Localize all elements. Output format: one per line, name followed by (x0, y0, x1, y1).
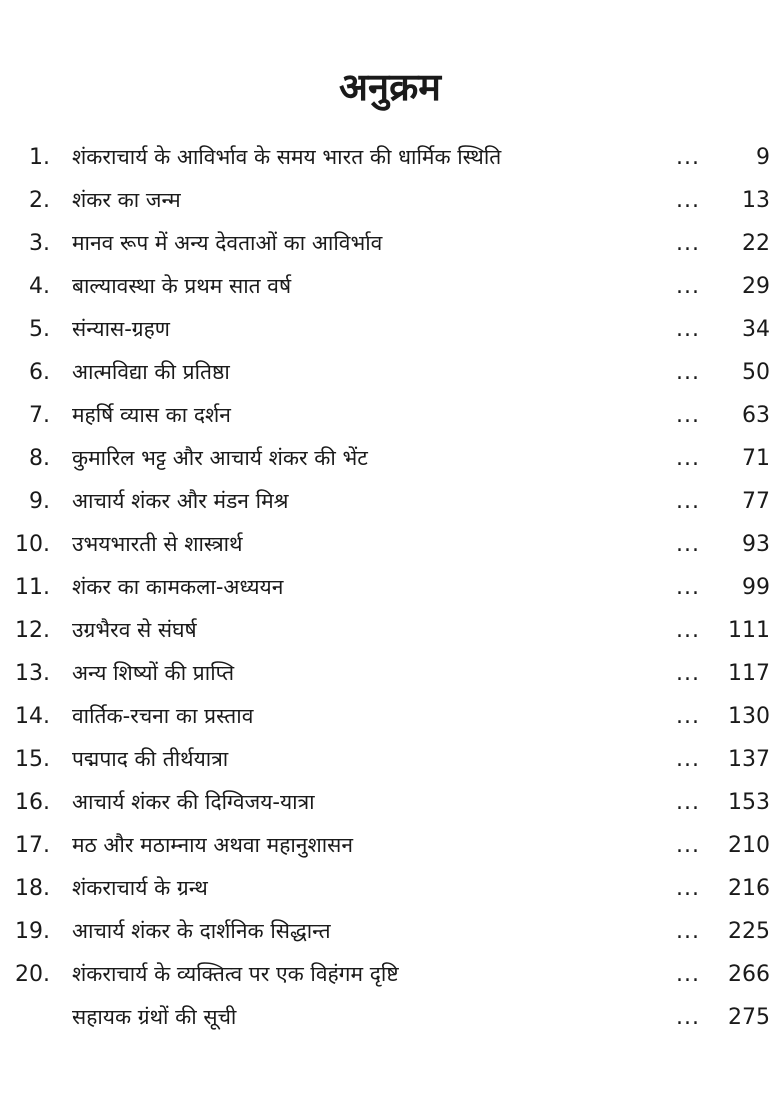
page-number: 275 (728, 1005, 770, 1030)
page-number: 225 (728, 919, 770, 944)
page-number: 71 (742, 446, 770, 471)
entry-number: 15. (15, 747, 50, 772)
entry-number: 18. (15, 876, 50, 901)
entry-title: शंकर का जन्म (72, 188, 181, 212)
page-number: 22 (742, 231, 770, 256)
entry-number: 12. (15, 618, 50, 643)
entry-title: कुमारिल भट्ट और आचार्य शंकर की भेंट (72, 446, 368, 470)
toc-entry (0, 695, 780, 738)
toc-entry (0, 136, 780, 179)
page-number: 77 (742, 489, 770, 514)
toc-entry (0, 781, 780, 824)
page-number: 93 (742, 532, 770, 557)
entry-title: उग्रभैरव से संघर्ष (72, 618, 197, 642)
page-number: 34 (742, 317, 770, 342)
page-number: 29 (742, 274, 770, 299)
entry-number: 11. (15, 575, 50, 600)
entry-title: सहायक ग्रंथों की सूची (72, 1005, 237, 1029)
entry-number: 4. (29, 274, 50, 299)
page-number: 99 (742, 575, 770, 600)
page-number: 9 (756, 145, 770, 170)
entry-number: 7. (29, 403, 50, 428)
leader-dots: ... (676, 145, 700, 170)
entry-title: उभयभारती से शास्त्रार्थ (72, 532, 243, 556)
leader-dots: ... (676, 1005, 700, 1030)
leader-dots: ... (676, 360, 700, 385)
entry-title: महर्षि व्यास का दर्शन (72, 403, 231, 427)
toc-entry (0, 480, 780, 523)
table-of-contents (0, 136, 780, 1039)
leader-dots: ... (676, 790, 700, 815)
page-number: 266 (728, 962, 770, 987)
leader-dots: ... (676, 833, 700, 858)
leader-dots: ... (676, 532, 700, 557)
leader-dots: ... (676, 446, 700, 471)
toc-entry-bibliography (0, 996, 780, 1039)
leader-dots: ... (676, 661, 700, 686)
toc-entry (0, 437, 780, 480)
entry-title: शंकराचार्य के ग्रन्थ (72, 876, 208, 900)
entry-number: 2. (29, 188, 50, 213)
leader-dots: ... (676, 919, 700, 944)
entry-number: 8. (29, 446, 50, 471)
toc-entry (0, 652, 780, 695)
page-number: 210 (728, 833, 770, 858)
entry-number: 17. (15, 833, 50, 858)
toc-entry (0, 179, 780, 222)
page-number: 13 (742, 188, 770, 213)
toc-entry (0, 953, 780, 996)
leader-dots: ... (676, 747, 700, 772)
entry-title: शंकराचार्य के आविर्भाव के समय भारत की धार्मिक स्थिति (72, 145, 502, 169)
toc-entry (0, 308, 780, 351)
entry-number: 14. (15, 704, 50, 729)
page-number: 130 (728, 704, 770, 729)
page-number: 153 (728, 790, 770, 815)
entry-title: वार्तिक-रचना का प्रस्ताव (72, 704, 254, 728)
leader-dots: ... (676, 575, 700, 600)
entry-number: 6. (29, 360, 50, 385)
toc-entry (0, 867, 780, 910)
leader-dots: ... (676, 317, 700, 342)
entry-title: अन्य शिष्यों की प्राप्ति (72, 661, 235, 685)
toc-entry (0, 738, 780, 781)
page-number: 117 (728, 661, 770, 686)
toc-entry (0, 222, 780, 265)
entry-number: 5. (29, 317, 50, 342)
leader-dots: ... (676, 188, 700, 213)
page-number: 63 (742, 403, 770, 428)
entry-number: 9. (29, 489, 50, 514)
entry-title: शंकर का कामकला-अध्ययन (72, 575, 284, 599)
entry-title: आचार्य शंकर और मंडन मिश्र (72, 489, 289, 513)
leader-dots: ... (676, 274, 700, 299)
page-title: अनुक्रम (338, 65, 442, 109)
toc-entry (0, 609, 780, 652)
page-number: 50 (742, 360, 770, 385)
entry-number: 1. (29, 145, 50, 170)
leader-dots: ... (676, 489, 700, 514)
toc-entry (0, 394, 780, 437)
leader-dots: ... (676, 704, 700, 729)
entry-number: 3. (29, 231, 50, 256)
entry-title: आचार्य शंकर की दिग्विजय-यात्रा (72, 790, 315, 814)
entry-number: 19. (15, 919, 50, 944)
page-number: 137 (728, 747, 770, 772)
entry-number: 13. (15, 661, 50, 686)
entry-title: आत्मविद्या की प्रतिष्ठा (72, 360, 230, 384)
entry-title: शंकराचार्य के व्यक्तित्व पर एक विहंगम दृष्टि (72, 962, 399, 986)
entry-title: पद्मपाद की तीर्थयात्रा (72, 747, 229, 771)
leader-dots: ... (676, 403, 700, 428)
toc-entry (0, 824, 780, 867)
page-number: 216 (728, 876, 770, 901)
entry-title: बाल्यावस्था के प्रथम सात वर्ष (72, 274, 292, 298)
entry-number: 20. (15, 962, 50, 987)
entry-title: मानव रूप में अन्य देवताओं का आविर्भाव (72, 231, 383, 255)
entry-number: 16. (15, 790, 50, 815)
entry-number: 10. (15, 532, 50, 557)
leader-dots: ... (676, 618, 700, 643)
leader-dots: ... (676, 876, 700, 901)
toc-entry (0, 566, 780, 609)
toc-entry (0, 910, 780, 953)
entry-title: संन्यास-ग्रहण (72, 317, 170, 341)
entry-title: आचार्य शंकर के दार्शनिक सिद्धान्त (72, 919, 331, 943)
page-number: 111 (728, 618, 770, 643)
leader-dots: ... (676, 962, 700, 987)
leader-dots: ... (676, 231, 700, 256)
toc-entry (0, 265, 780, 308)
toc-entry (0, 351, 780, 394)
entry-title: मठ और मठाम्नाय अथवा महानुशासन (72, 833, 354, 857)
toc-entry (0, 523, 780, 566)
